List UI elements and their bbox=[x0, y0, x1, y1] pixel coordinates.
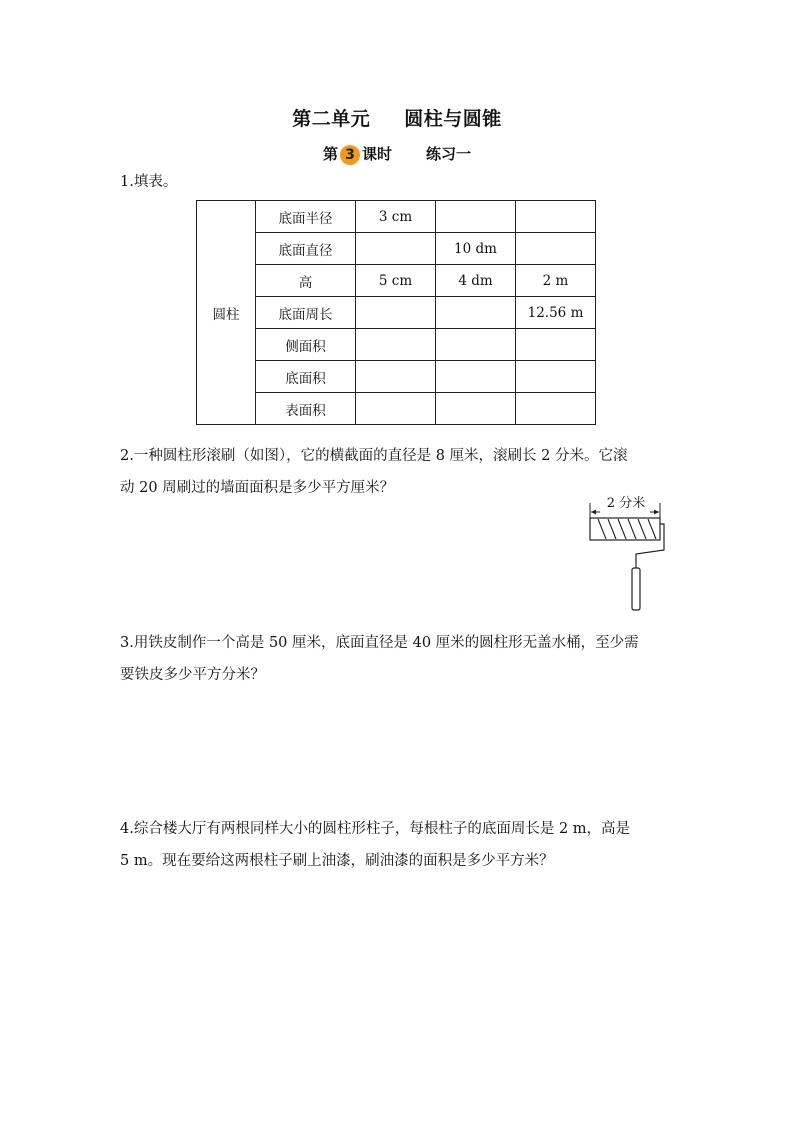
table-row bbox=[197, 361, 596, 393]
table-row bbox=[197, 329, 596, 361]
table-cell[interactable] bbox=[356, 393, 436, 425]
page-title bbox=[0, 104, 794, 131]
table-cell[interactable] bbox=[356, 233, 436, 265]
table-cell[interactable] bbox=[436, 201, 516, 233]
lesson-suffix: 课时 bbox=[361, 145, 392, 163]
topic-label: 圆柱与圆锥 bbox=[404, 108, 502, 130]
row-label: 底面积 bbox=[256, 361, 356, 393]
lesson-subtitle bbox=[0, 143, 794, 165]
row-label: 表面积 bbox=[256, 393, 356, 425]
paint-roller-figure bbox=[586, 490, 666, 614]
question-1-label: 1.填表。 bbox=[120, 174, 178, 190]
table-cell[interactable] bbox=[516, 201, 596, 233]
fill-in-table bbox=[196, 200, 596, 425]
question-2-line-1: 2.一种圆柱形滚刷（如图），它的横截面的直径是 8 厘米，滚刷长 2 分米。它滚 bbox=[120, 448, 628, 464]
unit-label: 第二单元 bbox=[292, 108, 371, 130]
table-cell[interactable] bbox=[516, 361, 596, 393]
table-cell[interactable]: 12.56 m bbox=[516, 297, 596, 329]
question-4-line-1: 4.综合楼大厅有两根同样大小的圆柱形柱子，每根柱子的底面周长是 2 m，高是 bbox=[120, 821, 631, 837]
lesson-prefix: 第 bbox=[322, 145, 338, 163]
question-2-line-2: 动 20 周刷过的墙面面积是多少平方厘米？ bbox=[120, 480, 395, 496]
table-cell[interactable] bbox=[356, 297, 436, 329]
roller-length-label: 2 分米 bbox=[606, 496, 646, 511]
table-row bbox=[197, 265, 596, 297]
table-row bbox=[197, 297, 596, 329]
table-cell[interactable] bbox=[516, 233, 596, 265]
table-cell[interactable]: 5 cm bbox=[356, 265, 436, 297]
dimension-arrow-right bbox=[654, 510, 659, 515]
table-cell[interactable] bbox=[516, 393, 596, 425]
row-label: 底面半径 bbox=[256, 201, 356, 233]
question-3-line-1: 3.用铁皮制作一个高是 50 厘米，底面直径是 40 厘米的圆柱形无盖水桶，至少需 bbox=[120, 635, 639, 651]
roller-handle bbox=[632, 568, 640, 610]
table-cell[interactable] bbox=[436, 297, 516, 329]
question-4-line-2: 5 m。现在要给这两根柱子刷上油漆，刷油漆的面积是多少平方米？ bbox=[120, 853, 554, 869]
table-cell[interactable]: 4 dm bbox=[436, 265, 516, 297]
lesson-number-badge: 3 bbox=[340, 145, 360, 165]
row-label: 高 bbox=[256, 265, 356, 297]
table-row bbox=[197, 393, 596, 425]
question-3-line-2: 要铁皮多少平方分米？ bbox=[120, 667, 265, 683]
table-cell[interactable]: 10 dm bbox=[436, 233, 516, 265]
table-cell[interactable] bbox=[436, 329, 516, 361]
table-cell[interactable] bbox=[516, 329, 596, 361]
table-cell[interactable] bbox=[356, 361, 436, 393]
table-cell[interactable] bbox=[436, 361, 516, 393]
row-group-label: 圆柱 bbox=[197, 201, 256, 425]
table-cell[interactable]: 3 cm bbox=[356, 201, 436, 233]
dimension-arrow-left bbox=[591, 510, 596, 515]
row-label: 底面周长 bbox=[256, 297, 356, 329]
table-cell[interactable] bbox=[436, 393, 516, 425]
question-3 bbox=[120, 627, 680, 691]
table-row bbox=[197, 201, 596, 233]
table-row bbox=[197, 233, 596, 265]
table-cell[interactable] bbox=[356, 329, 436, 361]
row-label: 侧面积 bbox=[256, 329, 356, 361]
table-cell[interactable]: 2 m bbox=[516, 265, 596, 297]
row-label: 底面直径 bbox=[256, 233, 356, 265]
question-4 bbox=[120, 813, 680, 877]
lesson-title: 练习一 bbox=[426, 145, 472, 163]
